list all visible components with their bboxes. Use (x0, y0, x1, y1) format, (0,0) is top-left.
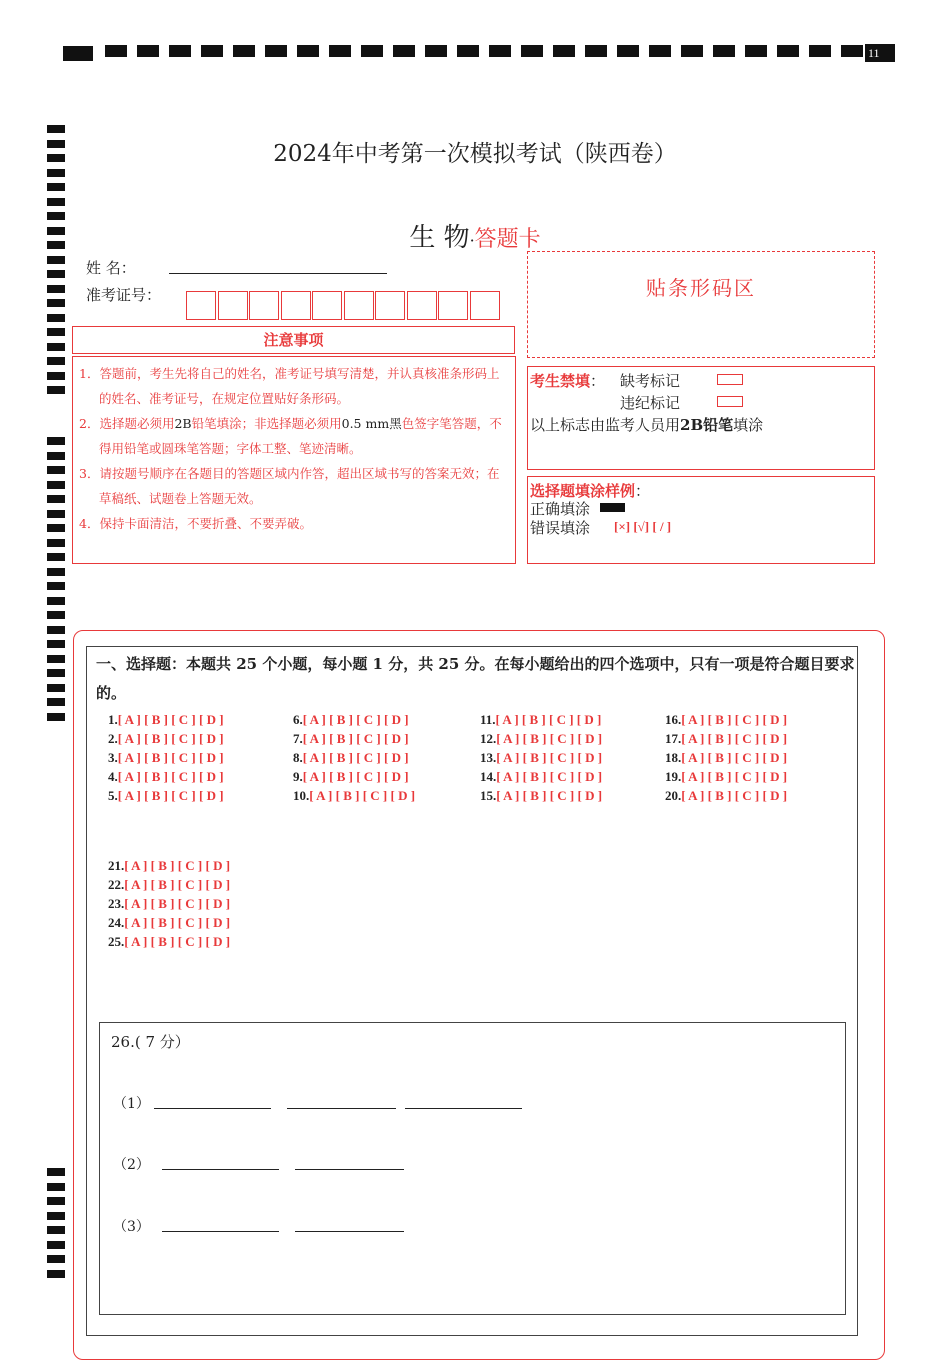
answer-options[interactable]: [ A ] [ B ] [ C ] [ D ] (496, 769, 603, 784)
timing-mark (713, 45, 735, 57)
question-row[interactable] (480, 769, 602, 785)
answer-options[interactable]: [ A ] [ B ] [ C ] [ D ] (495, 712, 602, 727)
page-number: 11 (865, 44, 895, 62)
q26-part-1-blank-3[interactable] (405, 1108, 522, 1109)
section1-instructions: 一、选择题：本题共 25 个小题，每小题 1 分，共 25 分。在每小题给出的四个选项中，只有一项是符合题目要求的。 (96, 655, 855, 702)
answer-options[interactable]: [ A ] [ B ] [ C ] [ D ] (124, 934, 231, 949)
id-digit-box[interactable] (375, 291, 405, 320)
timing-mark (841, 45, 863, 57)
answer-options[interactable]: [ A ] [ B ] [ C ] [ D ] (117, 712, 224, 727)
correct-fill-label: 正确填涂 (530, 500, 591, 518)
name-label: 姓 名： (86, 259, 136, 277)
q26-part-1-blank-2[interactable] (287, 1108, 396, 1109)
question-number: 8. (293, 750, 303, 765)
timing-mark (47, 299, 65, 307)
question-number: 14. (480, 769, 497, 784)
timing-mark (47, 125, 65, 133)
q26-part-1-blank-1[interactable] (154, 1108, 271, 1109)
notice-body (72, 356, 516, 564)
timing-mark (47, 169, 65, 177)
question-number: 20. (665, 788, 682, 803)
sample-label-line: 选择题填涂样例： (530, 482, 651, 500)
id-label: 准考证号： (86, 286, 162, 304)
barcode-label: 贴条形码区 (646, 276, 756, 300)
id-digit-box[interactable] (281, 291, 311, 320)
timing-mark (105, 45, 127, 57)
answer-options[interactable]: [ A ] [ B ] [ C ] [ D ] (302, 731, 409, 746)
question-row[interactable] (108, 915, 230, 931)
q26-part-2-label: （2） (113, 1157, 150, 1173)
timing-mark (47, 640, 65, 648)
timing-mark (553, 45, 575, 57)
question-number: 6. (293, 712, 303, 727)
timing-mark (169, 45, 191, 57)
timing-mark (521, 45, 543, 57)
answer-options[interactable]: [ A ] [ B ] [ C ] [ D ] (124, 877, 231, 892)
question-number: 13. (480, 750, 497, 765)
timing-mark (777, 45, 799, 57)
timing-mark (47, 437, 65, 445)
violation-mark-box[interactable] (717, 396, 743, 407)
answer-options[interactable]: [ A ] [ B ] [ C ] [ D ] (124, 896, 231, 911)
question-row[interactable] (108, 769, 224, 785)
name-field[interactable] (169, 273, 387, 274)
question-26-title: 26.( 7 分） (111, 1033, 190, 1051)
timing-mark (617, 45, 639, 57)
question-row[interactable] (665, 750, 787, 766)
answer-options[interactable]: [ A ] [ B ] [ C ] [ D ] (302, 712, 409, 727)
timing-mark (649, 45, 671, 57)
question-number: 2. (108, 731, 118, 746)
answer-options[interactable]: [ A ] [ B ] [ C ] [ D ] (117, 731, 224, 746)
question-row[interactable] (665, 731, 787, 747)
barcode-area (527, 251, 875, 358)
examiner-only-box (527, 366, 875, 470)
timing-mark (47, 1168, 65, 1176)
question-number: 22. (108, 877, 125, 892)
q26-part-2-blank-1[interactable] (162, 1169, 279, 1170)
question-row[interactable] (108, 712, 224, 728)
answer-options[interactable]: [ A ] [ B ] [ C ] [ D ] (496, 731, 603, 746)
wrong-fill-samples: [×] [√] [ / ] (614, 519, 672, 534)
answer-options[interactable]: [ A ] [ B ] [ C ] [ D ] (302, 769, 409, 784)
violation-mark-label: 违纪标记 (620, 394, 681, 412)
timing-mark (47, 698, 65, 706)
question-row[interactable] (480, 788, 602, 804)
timing-mark (137, 45, 159, 57)
answer-options[interactable]: [ A ] [ B ] [ C ] [ D ] (681, 788, 788, 803)
forbid-label-line: 考生禁填： (530, 372, 606, 390)
question-row[interactable] (108, 877, 230, 893)
answer-options[interactable]: [ A ] [ B ] [ C ] [ D ] (681, 769, 788, 784)
timing-mark (47, 669, 65, 677)
question-row[interactable] (293, 712, 409, 728)
question-number: 7. (293, 731, 303, 746)
timing-mark (47, 568, 65, 576)
question-number: 4. (108, 769, 118, 784)
timing-mark (47, 684, 65, 692)
question-row[interactable] (480, 750, 602, 766)
notice-title: 注意事项 (72, 326, 515, 354)
question-number: 19. (665, 769, 682, 784)
question-number: 16. (665, 712, 682, 727)
timing-mark (47, 386, 65, 394)
timing-mark (47, 1255, 65, 1263)
question-row[interactable] (293, 769, 409, 785)
timing-mark (585, 45, 607, 57)
answer-options[interactable]: [ A ] [ B ] [ C ] [ D ] (681, 731, 788, 746)
timing-mark (47, 328, 65, 336)
answer-options[interactable]: [ A ] [ B ] [ C ] [ D ] (117, 750, 224, 765)
timing-mark (47, 611, 65, 619)
timing-mark (47, 655, 65, 663)
timing-mark (47, 597, 65, 605)
timing-mark (47, 1212, 65, 1220)
timing-mark (47, 343, 65, 351)
question-row[interactable] (665, 712, 787, 728)
timing-mark (47, 553, 65, 561)
timing-mark (47, 582, 65, 590)
answer-options[interactable]: [ A ] [ B ] [ C ] [ D ] (117, 788, 224, 803)
absent-mark-box[interactable] (717, 374, 743, 385)
timing-mark (47, 256, 65, 264)
timing-mark (47, 1226, 65, 1234)
id-number-boxes[interactable] (186, 291, 501, 320)
q26-part-3-label: （3） (113, 1219, 150, 1235)
question-row[interactable] (293, 750, 409, 766)
answer-options[interactable]: [ A ] [ B ] [ C ] [ D ] (681, 712, 788, 727)
timing-mark (393, 45, 415, 57)
timing-mark (425, 45, 447, 57)
timing-mark (47, 495, 65, 503)
timing-mark (265, 45, 287, 57)
question-row[interactable] (108, 788, 224, 804)
timing-mark (457, 45, 479, 57)
question-row[interactable] (108, 896, 230, 912)
timing-mark (809, 45, 831, 57)
timing-mark (47, 183, 65, 191)
top-timing-marks (63, 44, 895, 64)
question-number: 25. (108, 934, 125, 949)
question-number: 11. (480, 712, 496, 727)
question-number: 12. (480, 731, 497, 746)
timing-mark (47, 357, 65, 365)
question-number: 24. (108, 915, 125, 930)
id-digit-box[interactable] (186, 291, 216, 320)
question-row[interactable] (108, 750, 224, 766)
timing-mark (47, 1241, 65, 1249)
question-26-box (99, 1022, 846, 1315)
question-number: 5. (108, 788, 118, 803)
exam-title: 2024年中考第一次模拟考试（陕西卷） (273, 141, 677, 167)
question-row[interactable] (108, 731, 224, 747)
fill-sample-box (527, 476, 875, 564)
answer-options[interactable]: [ A ] [ B ] [ C ] [ D ] (302, 750, 409, 765)
answer-options[interactable]: [ A ] [ B ] [ C ] [ D ] (309, 788, 416, 803)
answer-options[interactable]: [ A ] [ B ] [ C ] [ D ] (496, 788, 603, 803)
q26-part-2-blank-2[interactable] (295, 1169, 404, 1170)
wrong-fill-label: 错误填涂 (530, 519, 591, 537)
question-number: 1. (108, 712, 118, 727)
timing-mark (47, 626, 65, 634)
timing-mark (297, 45, 319, 57)
q26-part-3-blank-2[interactable] (295, 1231, 404, 1232)
q26-part-1-label: （1） (113, 1096, 150, 1112)
timing-mark (329, 45, 351, 57)
question-row[interactable] (108, 858, 230, 874)
timing-mark (47, 198, 65, 206)
timing-mark (47, 713, 65, 721)
timing-mark (47, 372, 65, 380)
question-number: 9. (293, 769, 303, 784)
answer-options[interactable]: [ A ] [ B ] [ C ] [ D ] (496, 750, 603, 765)
question-number: 18. (665, 750, 682, 765)
id-digit-box[interactable] (218, 291, 248, 320)
answer-options[interactable]: [ A ] [ B ] [ C ] [ D ] (124, 915, 231, 930)
timing-mark (47, 539, 65, 547)
question-row[interactable] (480, 712, 601, 728)
notice-item: 2．选择题必须用2B铅笔填涂；非选择题必须用0.5 mm黑色签字笔答题，不得用铅笔或圆珠笔答题；字体工整、笔迹清晰。 (79, 416, 502, 456)
timing-mark (489, 45, 511, 57)
question-number: 15. (480, 788, 497, 803)
id-digit-box[interactable] (344, 291, 374, 320)
timing-mark (47, 452, 65, 460)
timing-mark (47, 285, 65, 293)
timing-mark (233, 45, 255, 57)
timing-mark (63, 46, 93, 61)
question-number: 17. (665, 731, 682, 746)
timing-mark (47, 314, 65, 322)
absent-mark-label: 缺考标记 (620, 372, 681, 390)
timing-mark (745, 45, 767, 57)
question-row[interactable] (293, 731, 409, 747)
id-digit-box[interactable] (407, 291, 437, 320)
subject-name: 生 物 (409, 223, 470, 253)
timing-mark (47, 270, 65, 278)
timing-mark (47, 481, 65, 489)
question-row[interactable] (665, 788, 787, 804)
question-number: 23. (108, 896, 125, 911)
timing-mark (47, 466, 65, 474)
question-number: 21. (108, 858, 125, 873)
answer-options[interactable]: [ A ] [ B ] [ C ] [ D ] (124, 858, 231, 873)
answer-options[interactable]: [ A ] [ B ] [ C ] [ D ] (681, 750, 788, 765)
timing-mark (47, 1270, 65, 1278)
q26-part-3-blank-1[interactable] (162, 1231, 279, 1232)
card-label: 答题卡 (474, 227, 541, 252)
subject-separator: · (469, 231, 475, 250)
correct-fill-sample (600, 503, 625, 512)
id-digit-box[interactable] (312, 291, 342, 320)
timing-mark (47, 1183, 65, 1191)
id-digit-box[interactable] (470, 291, 500, 320)
timing-mark (47, 510, 65, 518)
timing-mark (681, 45, 703, 57)
notice-item: 4．保持卡面清洁，不要折叠、不要弄破。 (79, 516, 312, 531)
timing-mark (47, 524, 65, 532)
timing-mark (47, 1197, 65, 1205)
question-row[interactable] (108, 934, 230, 950)
notice-item: 3．请按题号顺序在各题目的答题区域内作答，超出区域书写的答案无效；在草稿纸、试题卷上答题无效。 (79, 466, 500, 506)
subject-line (0, 217, 950, 254)
timing-mark (361, 45, 383, 57)
question-number: 3. (108, 750, 118, 765)
question-row[interactable] (293, 788, 415, 804)
notice-item: 1．答题前，考生先将自己的姓名，准考证号填写清楚，并认真核准条形码上的姓名、准考证号，在规定位置贴好条形码。 (79, 366, 500, 406)
id-digit-box[interactable] (249, 291, 279, 320)
timing-mark (201, 45, 223, 57)
question-row[interactable] (480, 731, 602, 747)
id-digit-box[interactable] (438, 291, 468, 320)
question-row[interactable] (665, 769, 787, 785)
question-number: 10. (293, 788, 310, 803)
answer-options[interactable]: [ A ] [ B ] [ C ] [ D ] (117, 769, 224, 784)
forbid-note: 以上标志由监考人员用2B铅笔填涂 (530, 416, 764, 434)
